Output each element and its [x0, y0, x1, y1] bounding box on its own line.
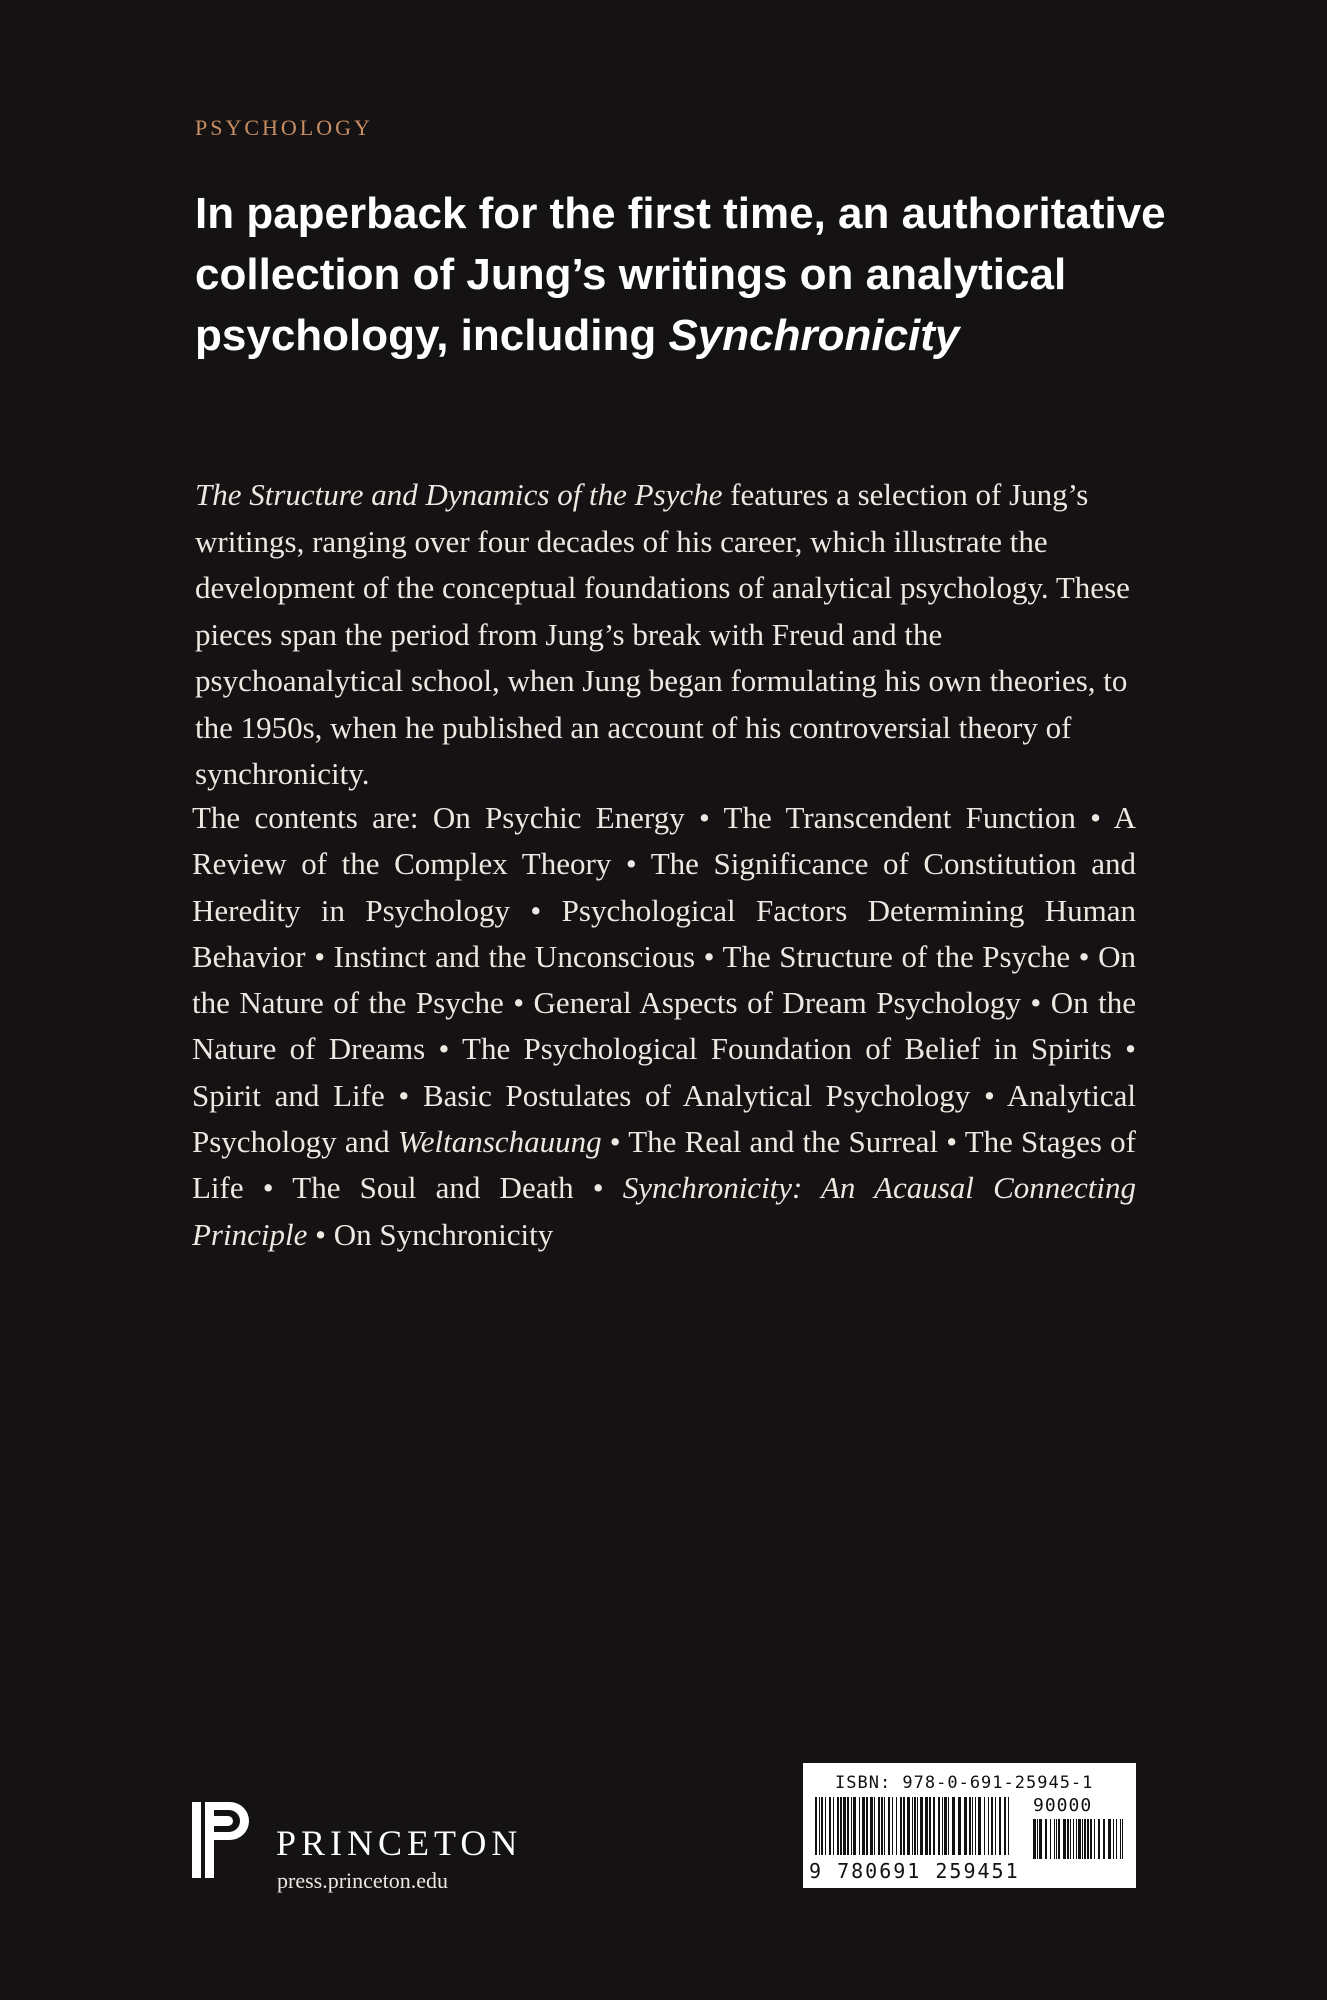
- barcode-addon-bar: [1082, 1819, 1083, 1859]
- contents-tail: • On Synchronicity: [307, 1216, 554, 1252]
- barcode-bar: [851, 1797, 852, 1855]
- barcode-bar: [819, 1797, 820, 1855]
- barcode-addon-bar: [1087, 1819, 1089, 1859]
- barcode-bar: [978, 1797, 981, 1855]
- barcode-addon-bar: [1076, 1819, 1077, 1859]
- barcode-addon-bar: [1113, 1819, 1114, 1859]
- barcode-bar: [843, 1797, 846, 1855]
- price-code: 90000: [1033, 1795, 1093, 1816]
- barcode-bar: [920, 1797, 923, 1855]
- barcode-bar: [925, 1797, 928, 1855]
- barcode-bar: [903, 1797, 905, 1855]
- barcode-bar: [907, 1797, 910, 1855]
- barcode-bar: [829, 1797, 831, 1855]
- barcode-bar: [837, 1797, 839, 1855]
- barcode-bar: [952, 1797, 955, 1855]
- contents-list: [192, 795, 1136, 1258]
- barcode-addon-bar: [1108, 1819, 1111, 1859]
- barcode-addon-bar: [1090, 1819, 1092, 1859]
- headline-text: In paperback for the first time, an authoritative collection of Jung’s writings on analytical psychology, including: [195, 189, 1166, 360]
- barcode-addon-bar: [1084, 1819, 1086, 1859]
- barcode-bar: [853, 1797, 856, 1855]
- isbn-label: ISBN: 978-0-691-25945-1: [835, 1773, 1094, 1793]
- barcode-addon-bar: [1098, 1819, 1100, 1859]
- barcode-addon-bar: [1094, 1819, 1095, 1859]
- barcode-bar: [958, 1797, 961, 1855]
- barcode-addon-bar: [1073, 1819, 1074, 1859]
- description-book-title: The Structure and Dynamics of the Psyche: [195, 477, 723, 512]
- barcode-bar: [933, 1797, 935, 1855]
- barcode-bar: [972, 1797, 973, 1855]
- contents-lead: The contents are: On Psychic Energy • The Transcendent Function • A Review of the Complex Theory • The Significance of Constitution and Heredity in Psychology • Psychological Factors Determining Human Behavior • Instinct and the Unconscious • The Structure of the Psyche • On the Nature of the Psyche • General Aspects of Dream Psychology • On the Nature of Dreams • The Psychological Foundation of Belief in Spirits • Spirit and Life • Basic Postulates of Analytical Psychology • Analytical Psychology and: [192, 800, 1136, 1160]
- barcode-addon-bar: [1058, 1819, 1060, 1859]
- barcode-bar: [999, 1797, 1001, 1855]
- barcode-addon-bar: [1050, 1819, 1051, 1859]
- barcode-bar: [948, 1797, 949, 1855]
- barcode-bar: [1008, 1797, 1009, 1855]
- barcode-bar: [862, 1797, 865, 1855]
- headline: [195, 183, 1215, 366]
- barcode-bar: [912, 1797, 913, 1855]
- barcode-addon-bar: [1054, 1819, 1055, 1859]
- barcode-addon-bar: [1070, 1819, 1071, 1859]
- princeton-logo-icon: [192, 1802, 254, 1878]
- contents-italic-synchronicity: Synchronicity: An Acausal Connecting Principle: [192, 1170, 1136, 1252]
- barcode-bar: [888, 1797, 890, 1855]
- barcode-addon-bar: [1037, 1819, 1038, 1859]
- barcode-bars: [811, 1797, 1131, 1861]
- barcode-addon-bar: [1103, 1819, 1105, 1859]
- barcode-bar: [847, 1797, 849, 1855]
- barcode-addon-bar: [1116, 1819, 1117, 1859]
- barcode-addon-bar: [1120, 1819, 1121, 1859]
- barcode-bar: [874, 1797, 875, 1855]
- barcode-bar: [984, 1797, 985, 1855]
- contents-italic-weltanschauung: Weltanschauung: [397, 1124, 602, 1160]
- barcode-addon-bar: [1056, 1819, 1057, 1859]
- barcode-bar: [914, 1797, 916, 1855]
- description-text: features a selection of Jung’s writings, ranging over four decades of his career, which illustrate the development of the conceptual foundations of analytical psychology. These pieces span the period from Jung’s break with Freud and the psychoanalytical school, when Jung began formulating his own theories, to the 1950s, when he published an account of his controversial theory of synchronicity.: [195, 477, 1130, 791]
- category-label: PSYCHOLOGY: [195, 115, 373, 140]
- description: [195, 472, 1140, 798]
- barcode-bar: [881, 1797, 883, 1855]
- barcode-addon-bar: [1078, 1819, 1081, 1859]
- headline-italic: Synchronicity: [668, 311, 960, 360]
- barcode-bar: [833, 1797, 834, 1855]
- barcode-bar: [969, 1797, 971, 1855]
- barcode-bar: [917, 1797, 918, 1855]
- barcode-bar: [964, 1797, 967, 1855]
- barcode-addon-bar: [1063, 1819, 1066, 1859]
- barcode-addon-bar: [1122, 1819, 1123, 1859]
- publisher-url: press.princeton.edu: [277, 1868, 449, 1893]
- barcode-bar: [815, 1797, 817, 1855]
- publisher-name: PRINCETON: [276, 1823, 523, 1863]
- barcode-addon-bar: [1039, 1819, 1042, 1859]
- barcode-bar: [870, 1797, 873, 1855]
- barcode-bar: [892, 1797, 893, 1855]
- barcode-bar: [878, 1797, 880, 1855]
- barcode-bar: [991, 1797, 993, 1855]
- barcode-bar: [944, 1797, 947, 1855]
- barcode-bar: [884, 1797, 885, 1855]
- barcode-bar: [988, 1797, 989, 1855]
- barcode-bar: [896, 1797, 897, 1855]
- barcode-addon-bar: [1033, 1819, 1036, 1859]
- barcode-digits: 9 780691 259451: [809, 1859, 1020, 1883]
- contents-mid: • The Real and the Surreal • The Stages of Life • The Soul and Death •: [192, 1124, 1136, 1206]
- barcode-bar: [929, 1797, 931, 1855]
- barcode-bar: [866, 1797, 868, 1855]
- barcode-bar: [995, 1797, 996, 1855]
- barcode-bar: [859, 1797, 860, 1855]
- barcode-bar: [840, 1797, 842, 1855]
- barcode-addon-bar: [1045, 1819, 1047, 1859]
- barcode-addon-bar: [1067, 1819, 1069, 1859]
- barcode-bar: [825, 1797, 826, 1855]
- barcode-bar: [975, 1797, 976, 1855]
- barcode-bar: [938, 1797, 940, 1855]
- barcode-bar: [942, 1797, 943, 1855]
- barcode-bar: [900, 1797, 902, 1855]
- barcode-bar: [821, 1797, 823, 1855]
- barcode: [803, 1763, 1136, 1888]
- barcode-bar: [1004, 1797, 1006, 1855]
